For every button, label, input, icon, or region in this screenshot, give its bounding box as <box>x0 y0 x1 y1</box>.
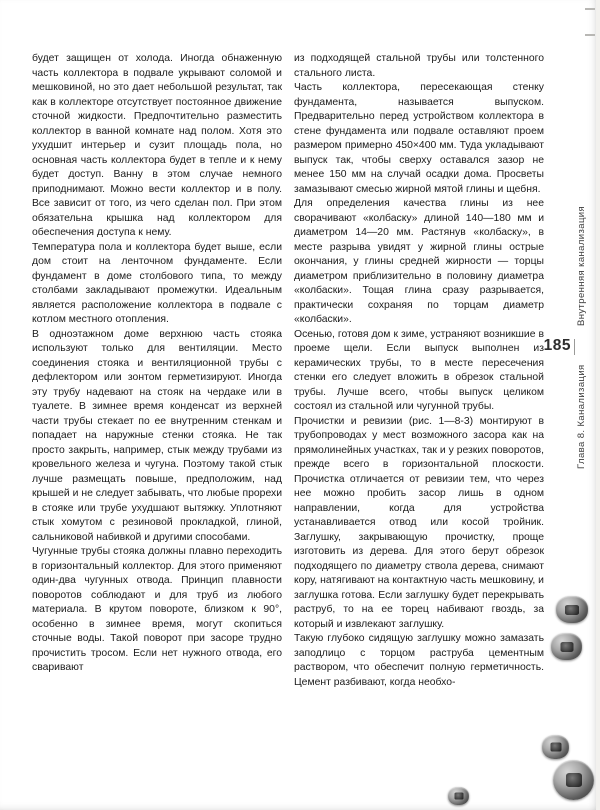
metal-plug-photo-4 <box>553 760 594 800</box>
plug-drive-detail <box>550 743 561 752</box>
plug-drive-detail <box>560 642 573 652</box>
plug-drive-detail <box>565 605 579 615</box>
paragraph: будет защищен от холода. Иногда обнаженную часть коллектора в подвале укрывают соломой и мешковиной, но это дает небольшой результат, так как в коллекторе отсутствует постоянное движение сточной жидкости. Предпочтительно разместить коллектор в ванной комнате над полом. Хотя это ухудшит интерьер и сузит площадь пола, но основная часть коллектора будет в тепле и к нему будет доступ. Ванну в этом случае немного приподнимают. Можно вести коллектор и в полу. Все зависит от того, из чего сделан пол. При этом обязательна крышка над коллектором для обеспечения доступа к нему. <box>32 53 282 238</box>
paragraph: из подходящей стальной трубы или толстенного стального листа. <box>294 53 544 79</box>
paragraph: Температура пола и коллектора будет выше, если дом стоит на ленточном фундаменте. Если фундамент в доме столбового типа, то между столбами закладывают промежутки. Идеальным является расположение коллектора в подвале с котлом местного отопления. <box>32 241 282 325</box>
crop-mark <box>585 8 595 10</box>
paragraph: Прочистки и ревизии (рис. 1—8-3) монтируют в трубопроводах у мест возможного засора как на прямолинейных участках, так и у резких поворотов, прежде всего в горизонтальной плоскости. Прочистка отличается от ревизии тем, что через нее можно пробить засор лишь в одном направлении, когда для устройства устанавливается отвод или косой тройник. Заглушку, закрывающую прочистку, проще изготовить из дерева. Для этого берут обрезок подходящего по диаметру ствола дерева, снимают кору, натягивают на контактную часть мешковину, и заглушка готова. Если заглушку будет перекрывать раструб, то на ее торец набивают гвоздь, за который и извлекают заглушку. <box>294 415 544 630</box>
metal-plug-photo-3 <box>542 735 569 759</box>
plug-drive-detail <box>454 793 463 800</box>
paragraph: Часть коллектора, пересекающая стенку фундамента, называется выпуском. Предварительно перед устройством коллектора в стене фундамента или подвале оставляют проем размером примерно 450×400 мм. Туда укладывают выпуск так, чтобы сверху оставался зазор не менее 150 мм на случай осадки дома. Просветы замазывают смесью жирной мятой глины и щебня. <box>294 82 544 195</box>
right-text-column <box>294 52 544 792</box>
paragraph: Чугунные трубы стояка должны плавно переходить в горизонтальный коллектор. Для этого применяют один-два чугунных отвода. Принцип плавности поворотов соблюдают и для труб из любого материала. В крутом повороте, близком к 90°, особенно в зимнее время, могут скопиться сточные воды. Такой поворот при засоре трудно прочистить тросом. Если нет нужного отвода, его сваривают <box>32 546 282 673</box>
metal-plug-photo-1 <box>556 596 588 623</box>
paragraph: Такую глубоко сидящую заглушку можно замазать заподлицо с торцом раструба цементным раствором, что обеспечит полную герметичность. Цемент разбивают, когда необхо- <box>294 633 544 688</box>
page-number: 185 <box>543 337 571 354</box>
metal-plug-photo-2 <box>551 633 582 660</box>
page-text-area <box>32 52 544 792</box>
paragraph: Осенью, готовя дом к зиме, устраняют возникшие в проеме щели. Если выпуск выполнен из керамических трубы, то в месте пересечения стенки его следует вложить в обрезок стальной трубы. Лучше всего, чтобы выпуск целиком состоял из стальной или чугунной трубы. <box>294 328 544 412</box>
plug-drive-detail <box>566 773 582 787</box>
paragraph: Для определения качества глины из нее сворачивают «колбаску» длиной 140—180 мм и диаметром 14—20 мм. Растянув «колбаску», в месте разрыва увидят у жирной глины острые окончания, у глины средней жирности — торцы диаметром приблизительно в половину диаметра «колбаски». Тощая глина сразу разрывается, практически сохраняя по торцам диаметр «колбаски». <box>294 198 544 325</box>
paragraph: В одноэтажном доме верхнюю часть стояка используют только для вентиляции. Место соединения стояка и вентиляционной трубы с дефлектором или зонтом герметизируют. Иногда эту трубу надевают на стояк на чердаке или в туалете. В зимнее время конденсат из верхней части трубы стекает по ее внутренним стенкам и попадает на наружные стенки стояка. Не так просто закрыть, например, стык между трубами из кровельного железа и чугуна. Поэтому такой стык лучше размещать повыше, предположим, над крышей и не следует забывать, что любые прорехи в стояке или трубе ухудшают вытяжку. Уплотняют стык хомутом с резиновой прокладкой, глиной, сальниковой набивкой и другими способами. <box>32 328 282 543</box>
crop-mark <box>585 34 595 36</box>
margin-chapter-label: Глава 8. Канализация <box>576 364 587 470</box>
left-text-column <box>32 52 282 792</box>
metal-plug-photo-5 <box>448 787 469 805</box>
margin-section-label: Внутренняя канализация <box>576 205 587 327</box>
margin-divider-rule <box>574 339 575 355</box>
